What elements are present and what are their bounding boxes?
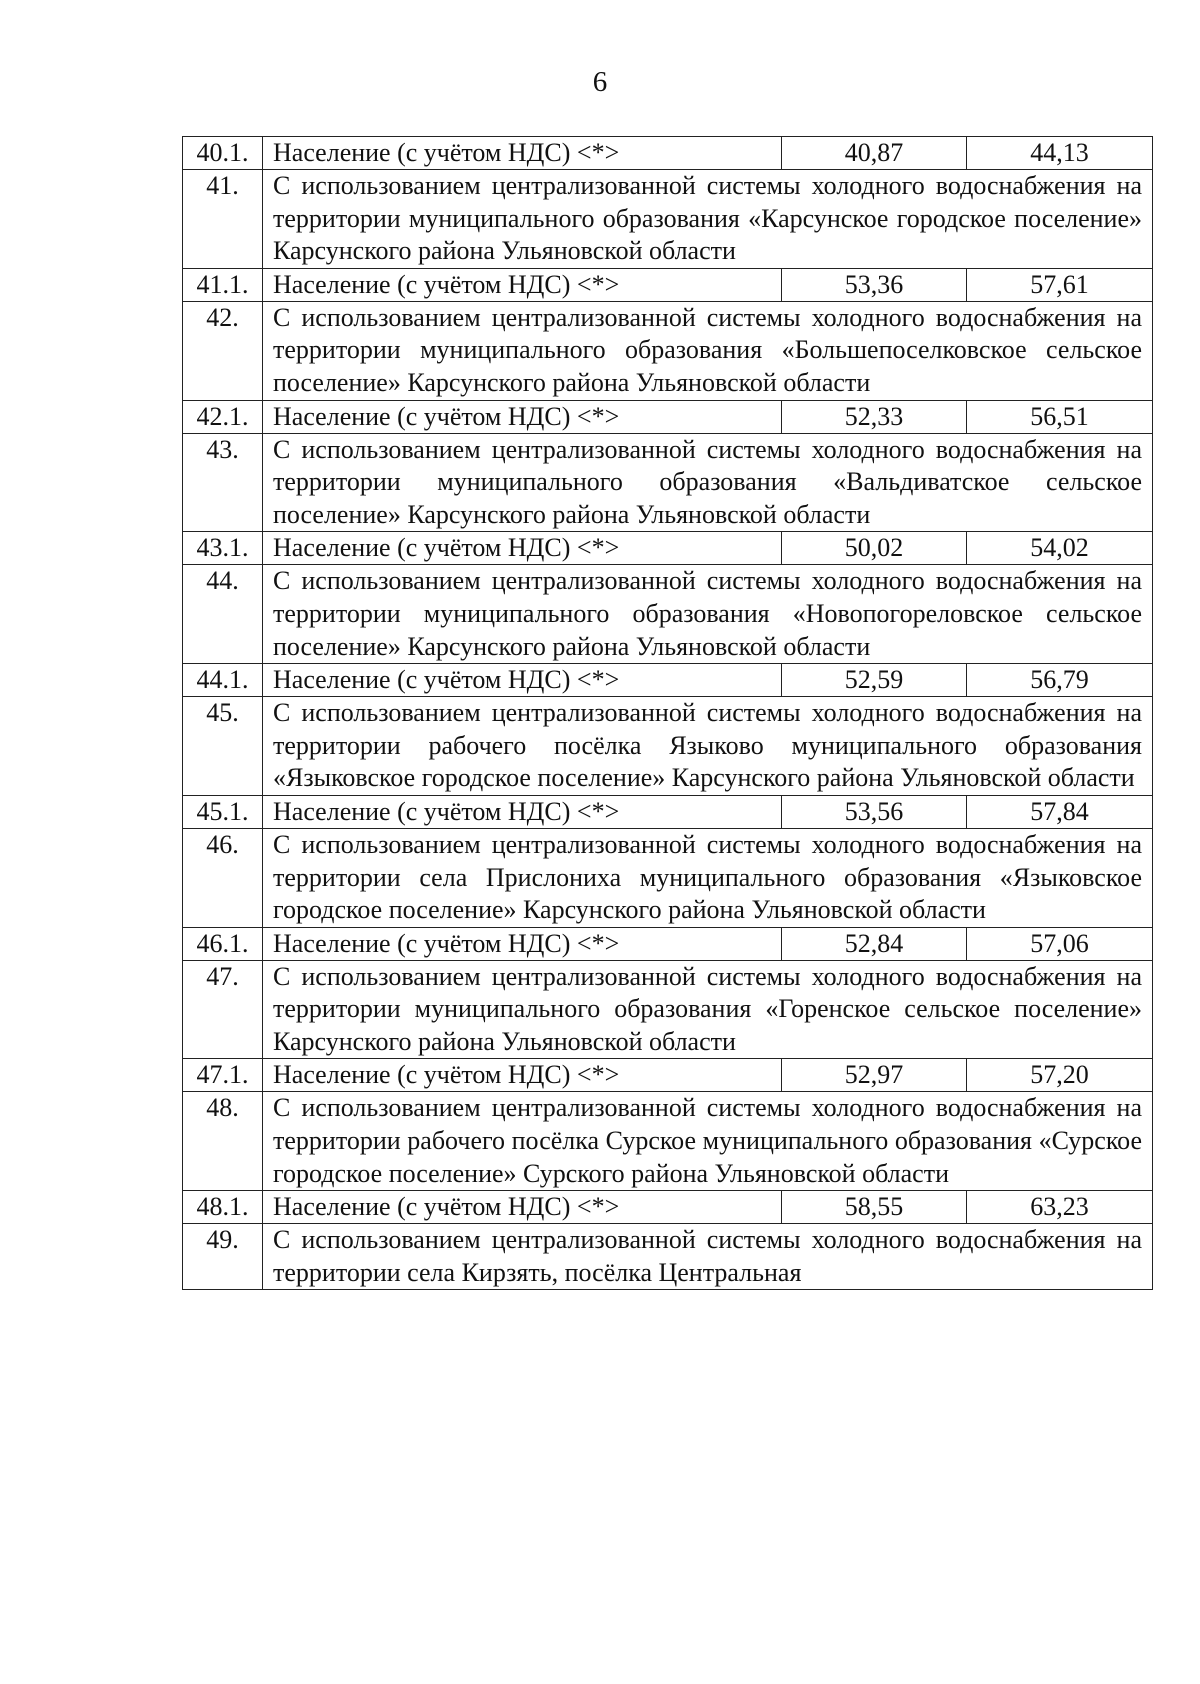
tariff-value-period-1: 52,59 bbox=[782, 664, 967, 697]
tariff-value-period-2: 44,13 bbox=[967, 137, 1153, 170]
population-tariff-row bbox=[183, 927, 1153, 960]
tariff-value-period-1: 53,36 bbox=[782, 268, 967, 301]
population-tariff-row bbox=[183, 795, 1153, 828]
section-row bbox=[183, 697, 1153, 796]
row-number: 46.1. bbox=[183, 927, 263, 960]
tariff-table bbox=[182, 136, 1153, 1290]
section-number: 41. bbox=[183, 170, 263, 269]
row-number: 44.1. bbox=[183, 664, 263, 697]
population-tariff-row bbox=[183, 664, 1153, 697]
consumer-label: Население (с учётом НДС) <*> bbox=[263, 137, 782, 170]
consumer-label: Население (с учётом НДС) <*> bbox=[263, 927, 782, 960]
tariff-value-period-2: 57,61 bbox=[967, 268, 1153, 301]
population-tariff-row bbox=[183, 1191, 1153, 1224]
consumer-label: Население (с учётом НДС) <*> bbox=[263, 664, 782, 697]
tariff-table-body bbox=[183, 137, 1153, 1290]
section-description: С использованием централизованной системы холодного водоснабжения на территории рабочего посёлка Языково муниципального образования «Языковское городское поселение» Карсунского района Ульяновской области bbox=[263, 697, 1153, 796]
section-number: 47. bbox=[183, 960, 263, 1059]
tariff-value-period-2: 56,79 bbox=[967, 664, 1153, 697]
section-number: 45. bbox=[183, 697, 263, 796]
section-number: 49. bbox=[183, 1224, 263, 1290]
consumer-label: Население (с учётом НДС) <*> bbox=[263, 1059, 782, 1092]
tariff-value-period-2: 57,20 bbox=[967, 1059, 1153, 1092]
section-description: С использованием централизованной системы холодного водоснабжения на территории муниципального образования «Большепоселковское сельское поселение» Карсунского района Ульяновской области bbox=[263, 301, 1153, 400]
section-number: 48. bbox=[183, 1092, 263, 1191]
tariff-value-period-1: 50,02 bbox=[782, 532, 967, 565]
section-number: 42. bbox=[183, 301, 263, 400]
tariff-value-period-1: 58,55 bbox=[782, 1191, 967, 1224]
tariff-value-period-2: 56,51 bbox=[967, 400, 1153, 433]
row-number: 45.1. bbox=[183, 795, 263, 828]
section-number: 44. bbox=[183, 565, 263, 664]
section-row bbox=[183, 301, 1153, 400]
population-tariff-row bbox=[183, 532, 1153, 565]
consumer-label: Население (с учётом НДС) <*> bbox=[263, 400, 782, 433]
section-row bbox=[183, 565, 1153, 664]
row-number: 42.1. bbox=[183, 400, 263, 433]
section-row bbox=[183, 170, 1153, 269]
row-number: 47.1. bbox=[183, 1059, 263, 1092]
tariff-value-period-2: 54,02 bbox=[967, 532, 1153, 565]
section-row bbox=[183, 1092, 1153, 1191]
section-row bbox=[183, 828, 1153, 927]
population-tariff-row bbox=[183, 1059, 1153, 1092]
tariff-value-period-2: 57,06 bbox=[967, 927, 1153, 960]
consumer-label: Население (с учётом НДС) <*> bbox=[263, 1191, 782, 1224]
row-number: 41.1. bbox=[183, 268, 263, 301]
section-row bbox=[183, 433, 1153, 532]
section-row bbox=[183, 960, 1153, 1059]
section-description: С использованием централизованной системы холодного водоснабжения на территории муниципального образования «Новопогореловское сельское поселение» Карсунского района Ульяновской области bbox=[263, 565, 1153, 664]
tariff-value-period-2: 63,23 bbox=[967, 1191, 1153, 1224]
section-description: С использованием централизованной системы холодного водоснабжения на территории муниципального образования «Карсунское городское поселение» Карсунского района Ульяновской области bbox=[263, 170, 1153, 269]
row-number: 48.1. bbox=[183, 1191, 263, 1224]
page-number: 6 bbox=[592, 66, 608, 98]
row-number: 40.1. bbox=[183, 137, 263, 170]
population-tariff-row bbox=[183, 400, 1153, 433]
consumer-label: Население (с учётом НДС) <*> bbox=[263, 532, 782, 565]
population-tariff-row bbox=[183, 268, 1153, 301]
section-number: 43. bbox=[183, 433, 263, 532]
consumer-label: Население (с учётом НДС) <*> bbox=[263, 795, 782, 828]
section-number: 46. bbox=[183, 828, 263, 927]
section-description: С использованием централизованной системы холодного водоснабжения на территории рабочего посёлка Сурское муниципального образования «Сурское городское поселение» Сурского района Ульяновской области bbox=[263, 1092, 1153, 1191]
tariff-value-period-1: 53,56 bbox=[782, 795, 967, 828]
population-tariff-row bbox=[183, 137, 1153, 170]
section-row bbox=[183, 1224, 1153, 1290]
section-description: С использованием централизованной системы холодного водоснабжения на территории муниципального образования «Вальдиватское сельское поселение» Карсунского района Ульяновской области bbox=[263, 433, 1153, 532]
consumer-label: Население (с учётом НДС) <*> bbox=[263, 268, 782, 301]
tariff-value-period-2: 57,84 bbox=[967, 795, 1153, 828]
tariff-value-period-1: 52,84 bbox=[782, 927, 967, 960]
section-description: С использованием централизованной системы холодного водоснабжения на территории муниципального образования «Горенское сельское поселение» Карсунского района Ульяновской области bbox=[263, 960, 1153, 1059]
tariff-value-period-1: 40,87 bbox=[782, 137, 967, 170]
section-description: С использованием централизованной системы холодного водоснабжения на территории села Кирзять, посёлка Центральная bbox=[263, 1224, 1153, 1290]
section-description: С использованием централизованной системы холодного водоснабжения на территории села Прислониха муниципального образования «Языковское городское поселение» Карсунского района Ульяновской области bbox=[263, 828, 1153, 927]
tariff-value-period-1: 52,33 bbox=[782, 400, 967, 433]
row-number: 43.1. bbox=[183, 532, 263, 565]
tariff-value-period-1: 52,97 bbox=[782, 1059, 967, 1092]
